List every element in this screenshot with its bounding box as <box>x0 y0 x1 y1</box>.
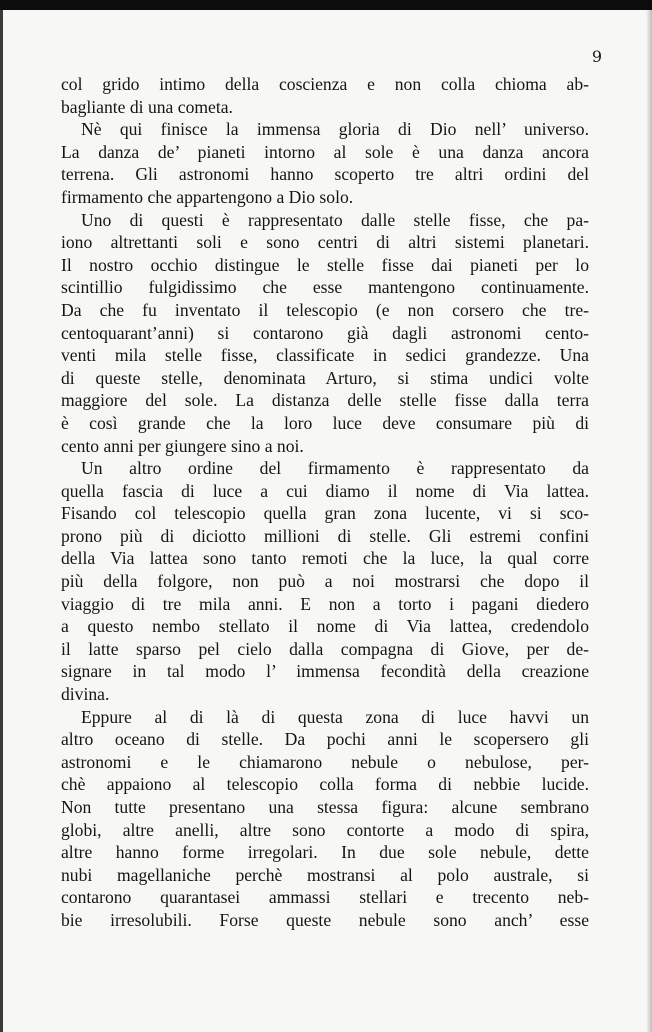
text-line: venti mila stelle fisse, classificate in sedici grandezze. Una <box>61 345 589 366</box>
text-line: contarono quarantasei ammassi stellari e trecento neb- <box>61 887 589 908</box>
text-line: della Via lattea sono tanto remoti che la luce, la qual corre <box>61 548 589 569</box>
body-text <box>61 73 589 932</box>
paragraph <box>61 73 589 118</box>
text-line: Uno di questi è rappresentato dalle stelle fisse, che pa- <box>81 209 589 230</box>
text-line: Eppure al di là di questa zona di luce havvi un <box>81 706 589 727</box>
text-line: Nè qui finisce la immensa gloria di Dio nell’ universo. <box>81 119 589 140</box>
text-line: nubi magellaniche perchè mostransi al polo australe, si <box>61 864 589 885</box>
text-line: cento anni per giungere sino a noi. <box>61 435 304 456</box>
text-line: Un altro ordine del firmamento è rappresentato da <box>81 458 589 479</box>
text-line: firmamento che appartengono a Dio solo. <box>61 186 354 207</box>
scan-left-edge <box>0 10 3 1032</box>
page-edge-shadow <box>646 10 652 1032</box>
page-number: 9 <box>591 47 602 66</box>
text-line: bagliante di una cometa. <box>61 96 233 117</box>
text-line: più della folgore, non può a noi mostrarsi che dopo il <box>61 571 589 592</box>
text-line: Fisando col telescopio quella gran zona lucente, vi si sco- <box>61 503 589 524</box>
text-line: quella fascia di luce a cui diamo il nome di Via lattea. <box>61 480 589 501</box>
text-line: a questo nembo stellato il nome di Via lattea, credendolo <box>61 616 589 637</box>
scan-top-edge <box>0 0 652 10</box>
text-line: è così grande che la loro luce deve consumare più di <box>61 412 589 433</box>
text-line: viaggio di tre mila anni. E non a torto i pagani diedero <box>61 593 589 614</box>
paragraph <box>61 706 589 932</box>
text-line: scintillio fulgidissimo che esse mantengono continuamente. <box>61 277 589 298</box>
paragraph <box>61 209 589 458</box>
text-line: col grido intimo della coscienza e non colla chioma ab- <box>61 74 589 94</box>
text-line: centoquarant’anni) si contarono già dagli astronomi cento- <box>61 322 589 343</box>
text-line: il latte sparso pel cielo dalla compagna di Giove, per de- <box>61 638 589 659</box>
text-line: altre hanno forme irregolari. In due sole nebule, dette <box>61 842 589 863</box>
text-line: iono altrettanti soli e sono centri di altri sistemi planetari. <box>61 232 589 253</box>
text-line: Da che fu inventato il telescopio (e non corsero che tre- <box>61 299 589 320</box>
text-line: La danza de’ pianeti intorno al sole è una danza ancora <box>61 141 589 162</box>
text-line: altro oceano di stelle. Da pochi anni le scopersero gli <box>61 729 589 750</box>
text-line: Il nostro occhio distingue le stelle fisse dai pianeti per lo <box>61 254 589 275</box>
paragraph <box>61 118 589 208</box>
text-line: astronomi e le chiamarono nebule o nebulose, per- <box>61 751 589 772</box>
text-line: bie irresolubili. Forse queste nebule sono anch’ esse <box>61 909 589 930</box>
text-line: prono più di diciotto millioni di stelle. Gli estremi confini <box>61 525 589 546</box>
text-line: divina. <box>61 684 110 705</box>
text-line: di queste stelle, denominata Arturo, si stima undici volte <box>61 367 589 388</box>
text-line: globi, altre anelli, altre sono contorte a modo di spira, <box>61 819 589 840</box>
text-line: chè appaiono al telescopio colla forma di nebbie lucide. <box>61 774 589 795</box>
text-line: maggiore del sole. La distanza delle stelle fisse dalla terra <box>61 390 589 411</box>
text-line: terrena. Gli astronomi hanno scoperto tre altri ordini del <box>61 164 589 185</box>
text-line: Non tutte presentano una stessa figura: alcune sembrano <box>61 797 589 817</box>
paragraph <box>61 457 589 706</box>
text-line: signare in tal modo l’ immensa fecondità della creazione <box>61 661 589 682</box>
